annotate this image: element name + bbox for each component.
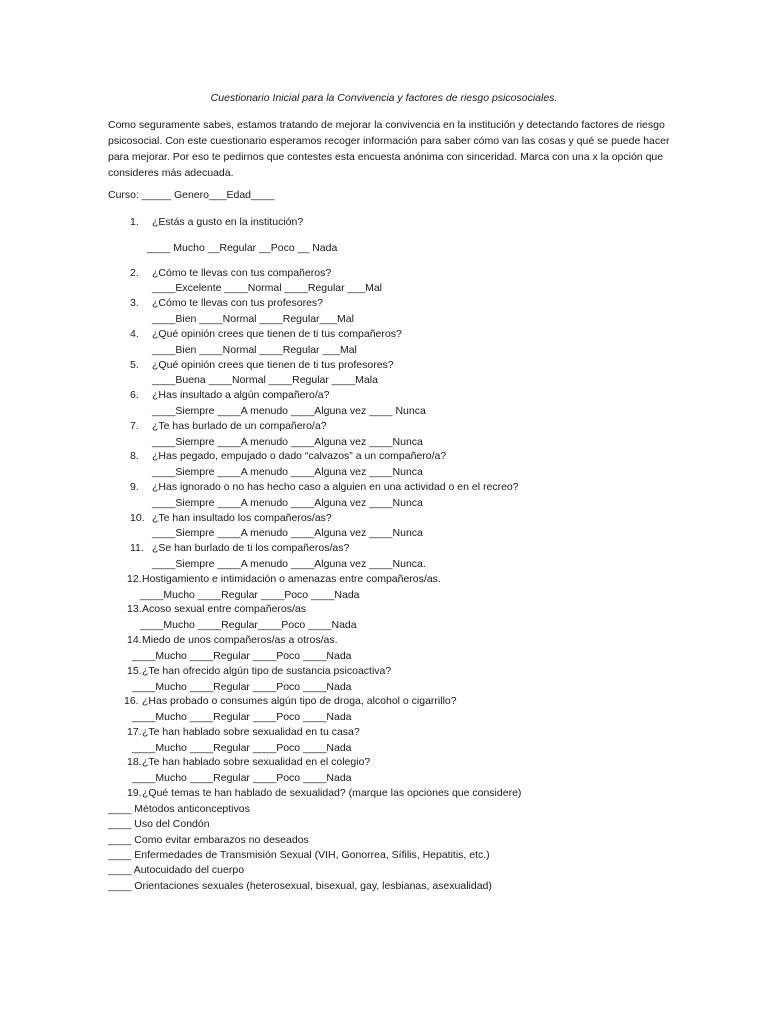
intro-line: consideres más adecuada. [108, 167, 234, 179]
question-number: 2. [130, 267, 139, 279]
curso-genero-edad-line: Curso: _____ Genero___Edad____ [108, 189, 275, 201]
question-text: ¿Se han burlado de ti los compañeros/as? [152, 542, 350, 554]
question-text: ¿Qué opinión crees que tienen de ti tus compañeros? [152, 328, 402, 340]
intro-line: Como seguramente sabes, estamos tratando de mejorar la convivencia en la institución y detectando factores de riesgo [108, 119, 665, 131]
q19-option-item: ____ Enfermedades de Transmisión Sexual (VIH, Gonorrea, Sífilis, Hepatitis, etc.) [108, 848, 490, 861]
answer-options: ____Siempre ____A menudo ____Alguna vez ____Nunca [152, 436, 423, 448]
question-text: Hostigamiento e intimidación o amenazas entre compañeros/as. [142, 573, 441, 585]
intro-paragraph [108, 117, 668, 181]
question-text: ¿Te han hablado sobre sexualidad en el colegio? [142, 756, 371, 768]
question-number: 5. [130, 359, 139, 371]
question-number: 19. [127, 787, 142, 799]
question-number: 10. [130, 512, 145, 524]
question-number: 11. [130, 542, 144, 554]
q19-option-item: ____ Métodos anticonceptivos [108, 803, 250, 815]
question-text: ¿Has ignorado o no has hecho caso a alguien en una actividad o en el recreo? [152, 481, 519, 493]
answer-options: ____Siempre ____A menudo ____Alguna vez ____Nunca [152, 466, 423, 478]
question-text: ¿Te han hablado sobre sexualidad en tu casa? [142, 726, 360, 738]
question-text: ¿Qué opinión crees que tienen de ti tus profesores? [152, 359, 394, 371]
answer-options: ____Excelente ____Normal ____Regular ___Mal [152, 282, 382, 294]
answer-options: ____ Mucho __Regular __Poco __ Nada [147, 242, 338, 254]
answer-options: ____Mucho ____Regular____Poco ____Nada [140, 619, 357, 631]
question-text: ¿Has insultado a algún compañero/a? [152, 389, 330, 401]
question-number: 13. [127, 603, 142, 615]
answer-options: ____Siempre ____A menudo ____Alguna vez ____Nunca [152, 497, 423, 509]
question-number: 12. [127, 573, 142, 585]
answer-options: ____Mucho ____Regular ____Poco ____Nada [132, 681, 352, 693]
question-text: ¿Has probado o consumes algún tipo de droga, alcohol o cigarrillo? [142, 695, 457, 707]
question-text: ¿Te han insultado los compañeros/as? [152, 512, 332, 524]
q19-option-item: ____ Autocuidado del cuerpo [108, 864, 245, 877]
question-text: ¿Te han ofrecido algún tipo de sustancia psicoactiva? [142, 665, 392, 677]
question-text: Acoso sexual entre compañeros/as [142, 603, 307, 615]
question-number: 4. [130, 328, 139, 340]
question-number: 9. [130, 481, 139, 493]
question-text: ¿Estás a gusto en la institución? [152, 216, 304, 228]
answer-options: ____Mucho ____Regular ____Poco ____Nada [132, 711, 352, 723]
question-number: 1. [130, 216, 139, 228]
question-text: ¿Te has burlado de un compañero/a? [152, 420, 327, 432]
question-number: 15. [127, 665, 142, 677]
answer-options: ____Buena ____Normal ____Regular ____Mala [152, 374, 378, 386]
answer-options: ____Bien ____Normal ____Regular ___Mal [152, 344, 357, 356]
question-text: ¿Cómo te llevas con tus profesores? [152, 297, 323, 309]
q19-option-item: ____ Uso del Condón [108, 818, 210, 831]
question-number: 14. [127, 634, 142, 646]
question-text: ¿Qué temas te han hablado de sexualidad? (marque las opciones que considere) [142, 787, 522, 799]
question-number: 3. [130, 297, 139, 309]
answer-options: ____Bien ____Normal ____Regular___Mal [152, 313, 354, 325]
q19-option-item: ____ Como evitar embarazos no deseados [108, 833, 309, 846]
question-text: ¿Cómo te llevas con tus compañeros? [152, 267, 332, 279]
question-number: 7. [130, 420, 139, 432]
answer-options: ____Siempre ____A menudo ____Alguna vez ____ Nunca [152, 405, 426, 417]
answer-options: ____Mucho ____Regular ____Poco ____Nada [132, 650, 352, 662]
intro-line: psicosocial. Con este cuestionario esperamos recoger información para saber cómo van las cosas y qué se puede hacer [108, 135, 670, 147]
answer-options: ____Mucho ____Regular ____Poco ____Nada [140, 589, 360, 601]
question-text: Miedo de unos compañeros/as a otros/as. [142, 634, 338, 646]
answer-options: ____Mucho ____Regular ____Poco ____Nada [132, 742, 352, 754]
q19-option-item: ____ Orientaciones sexuales (heterosexual, bisexual, gay, lesbianas, asexualidad) [108, 879, 492, 892]
intro-line: para mejorar. Por eso te pedirnos que contestes esta encuesta anónima con sinceridad. Marca con una x la opción que [108, 151, 664, 163]
question-number: 16. [124, 695, 139, 707]
document-title: Cuestionario Inicial para la Convivencia y factores de riesgo psicosociales. [210, 92, 558, 104]
question-number: 8. [130, 450, 139, 462]
answer-options: ____Mucho ____Regular ____Poco ____Nada [132, 772, 352, 784]
answer-options: ____Siempre ____A menudo ____Alguna vez ____Nunca. [152, 558, 426, 570]
question-text: ¿Has pegado, empujado o dado “calvazos” a un compañero/a? [152, 450, 447, 462]
question-number: 6. [130, 389, 139, 401]
question-number: 18. [127, 756, 142, 768]
answer-options: ____Siempre ____A menudo ____Alguna vez ____Nunca [152, 527, 423, 539]
question-number: 17. [127, 726, 142, 738]
